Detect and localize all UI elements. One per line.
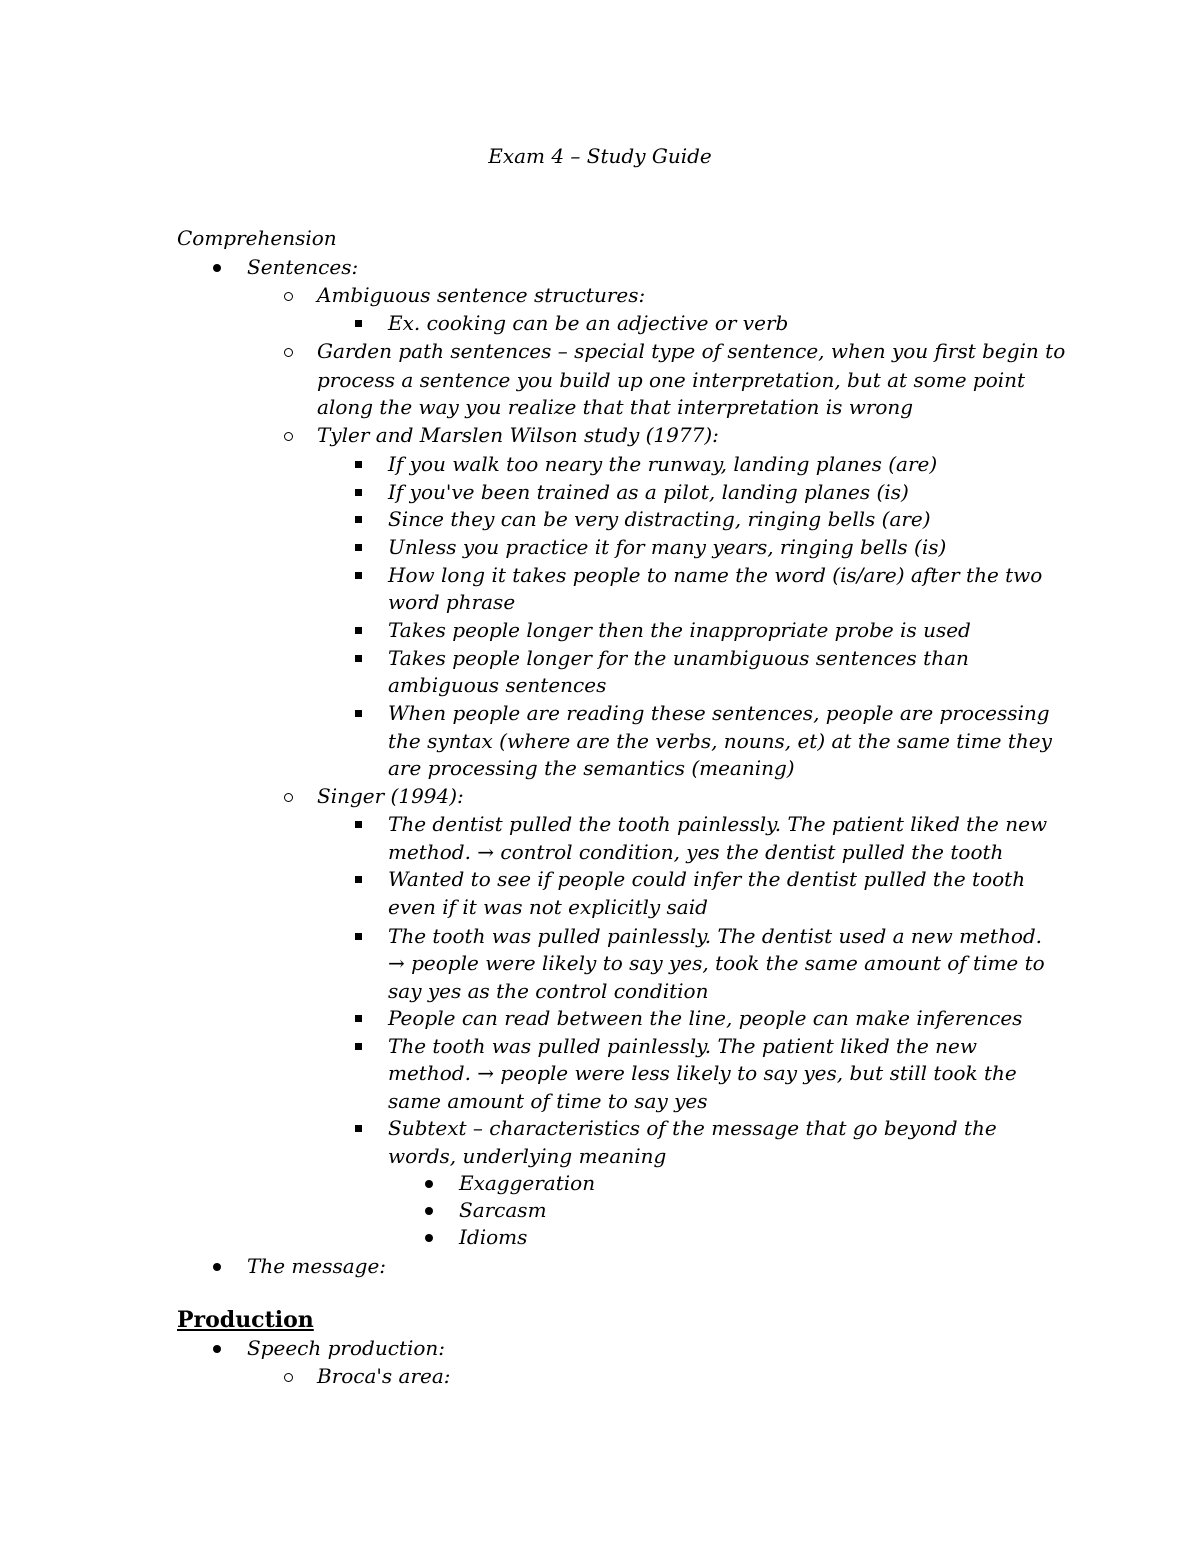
- singer-item-5-line-3: same amount of time to say yes: [388, 1089, 708, 1113]
- subtext-item-idioms: Idioms: [459, 1225, 528, 1249]
- section-heading-production: Production: [177, 1307, 314, 1333]
- bullet-disc: [425, 1207, 433, 1215]
- bullet-circle: [284, 1373, 293, 1382]
- singer-item-3-line-1: The tooth was pulled painlessly. The dentist used a new method.: [388, 924, 1043, 948]
- bullet-square: [355, 544, 362, 551]
- tyler-item-3: Since they can be very distracting, ringing bells (are): [388, 507, 931, 531]
- singer-item-2-line-1: Wanted to see if people could infer the dentist pulled the tooth: [388, 867, 1026, 891]
- bullet-square: [355, 1015, 362, 1022]
- tyler-item-6: Takes people longer then the inappropriate probe is used: [388, 618, 971, 642]
- section-heading-comprehension: Comprehension: [177, 226, 337, 250]
- bullet-disc: [425, 1180, 433, 1188]
- bullet-square: [355, 876, 362, 883]
- bullet-square: [355, 320, 362, 327]
- bullet-circle: [284, 432, 293, 441]
- item-garden-path-line-1: Garden path sentences – special type of sentence, when you first begin to: [317, 339, 1066, 363]
- bullet-disc: [213, 1345, 221, 1353]
- bullet-circle: [284, 292, 293, 301]
- tyler-item-5-line-1: How long it takes people to name the word (is/are) after the two: [388, 563, 1043, 587]
- tyler-item-8-line-1: When people are reading these sentences, people are processing: [388, 701, 1050, 725]
- tyler-item-1: If you walk too neary the runway, landing planes (are): [388, 452, 938, 476]
- singer-item-2-line-2: even if it was not explicitly said: [388, 895, 708, 919]
- bullet-square: [355, 627, 362, 634]
- bullet-square: [355, 821, 362, 828]
- bullet-disc: [425, 1234, 433, 1242]
- bullet-square: [355, 655, 362, 662]
- item-ambiguous-example: Ex. cooking can be an adjective or verb: [388, 311, 789, 335]
- item-tyler: Tyler and Marslen Wilson study (1977):: [317, 423, 719, 447]
- tyler-item-7-line-2: ambiguous sentences: [388, 673, 607, 697]
- singer-item-4: People can read between the line, people can make inferences: [388, 1006, 1023, 1030]
- item-speech-production: Speech production:: [247, 1336, 445, 1360]
- item-the-message: The message:: [247, 1254, 387, 1278]
- bullet-square: [355, 461, 362, 468]
- item-sentences: Sentences:: [247, 255, 359, 279]
- tyler-item-8-line-3: are processing the semantics (meaning): [388, 756, 795, 780]
- singer-item-6-line-2: words, underlying meaning: [388, 1144, 667, 1168]
- bullet-disc: [213, 264, 221, 272]
- bullet-circle: [284, 793, 293, 802]
- item-garden-path-line-3: along the way you realize that that interpretation is wrong: [317, 395, 914, 419]
- singer-item-1-line-1: The dentist pulled the tooth painlessly. The patient liked the new: [388, 812, 1048, 836]
- item-garden-path-line-2: process a sentence you build up one interpretation, but at some point: [317, 368, 1026, 392]
- singer-item-3-line-3: say yes as the control condition: [388, 979, 709, 1003]
- bullet-square: [355, 516, 362, 523]
- bullet-disc: [213, 1263, 221, 1271]
- singer-item-5-line-2: method. → people were less likely to say yes, but still took the: [388, 1061, 1017, 1085]
- bullet-square: [355, 572, 362, 579]
- singer-item-5-line-1: The tooth was pulled painlessly. The patient liked the new: [388, 1034, 978, 1058]
- bullet-square: [355, 489, 362, 496]
- bullet-square: [355, 1125, 362, 1132]
- bullet-square: [355, 933, 362, 940]
- item-singer: Singer (1994):: [317, 784, 464, 808]
- bullet-circle: [284, 348, 293, 357]
- bullet-square: [355, 1043, 362, 1050]
- tyler-item-8-line-2: the syntax (where are the verbs, nouns, et) at the same time they: [388, 729, 1052, 753]
- bullet-square: [355, 710, 362, 717]
- singer-item-1-line-2: method. → control condition, yes the dentist pulled the tooth: [388, 840, 1004, 864]
- subtext-item-exaggeration: Exaggeration: [459, 1171, 596, 1195]
- tyler-item-4: Unless you practice it for many years, ringing bells (is): [388, 535, 947, 559]
- singer-item-6-line-1: Subtext – characteristics of the message that go beyond the: [388, 1116, 997, 1140]
- subtext-item-sarcasm: Sarcasm: [459, 1198, 547, 1222]
- tyler-item-7-line-1: Takes people longer for the unambiguous sentences than: [388, 646, 969, 670]
- page-title: Exam 4 – Study Guide: [488, 144, 712, 168]
- singer-item-3-line-2: → people were likely to say yes, took the same amount of time to: [388, 951, 1045, 975]
- tyler-item-5-line-2: word phrase: [388, 590, 516, 614]
- item-ambiguous: Ambiguous sentence structures:: [317, 283, 646, 307]
- tyler-item-2: If you've been trained as a pilot, landing planes (is): [388, 480, 909, 504]
- item-brocas-area: Broca's area:: [317, 1364, 451, 1388]
